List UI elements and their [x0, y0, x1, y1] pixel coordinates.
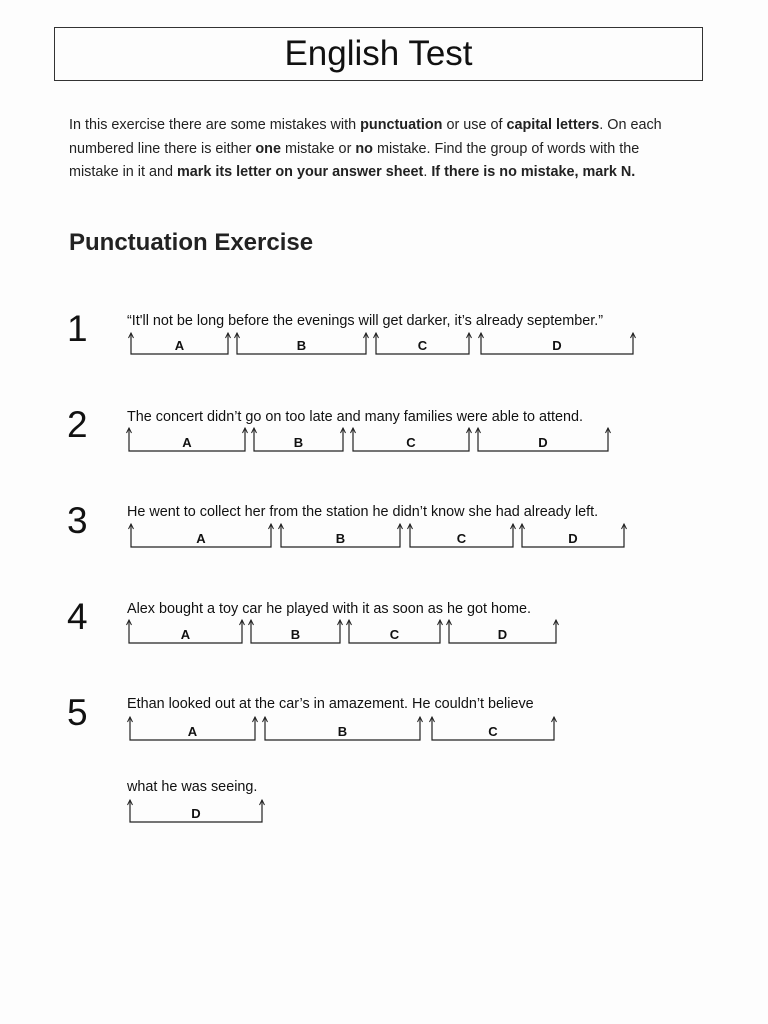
question-number: 1 [67, 308, 88, 349]
segment-label: D [568, 531, 578, 546]
question-sentence: Alex bought a toy car he played with it as soon as he got home. [127, 601, 531, 617]
keyword-one: one [255, 140, 281, 157]
question-number: 3 [67, 500, 88, 541]
segment-label: C [417, 338, 428, 353]
segment-label: D [191, 806, 201, 821]
test-title: English Test [54, 27, 703, 81]
segment-bracket [249, 620, 343, 643]
segment-bracket [374, 333, 472, 354]
segment-label: B [335, 531, 346, 546]
segment-label: B [337, 724, 348, 739]
question-sentence: Ethan looked out at the car’s in amazement. He couldn’t believe [127, 696, 534, 712]
segment-label: A [174, 338, 185, 353]
keyword-punctuation: punctuation [360, 117, 443, 133]
question-sentence: “It'll not be long before the evenings will get darker, it’s already september.” [127, 313, 604, 329]
segment-label: C [406, 435, 416, 450]
question-sentence: He went to collect her from the station he didn’t know she had already left. [127, 504, 599, 520]
keyword-mark-letter: mark its letter on your answer sheet [176, 164, 424, 180]
segment-label: A [180, 627, 191, 642]
segment-label: B [293, 435, 304, 450]
segment-bracket [128, 717, 258, 740]
segment-bracket [128, 800, 265, 822]
segment-label: D [497, 627, 508, 642]
segment-bracket [127, 428, 248, 451]
segment-bracket [235, 333, 369, 354]
keyword-no: no [355, 140, 373, 157]
segment-bracket [408, 524, 516, 547]
segment-bracket [129, 333, 231, 354]
segment-bracket [129, 524, 274, 547]
instructions: In this exercise there are some mistakes with punctuation or use of capital letters. On each numbered line there is either one mistake or no mistake. Find the group of words with the mistake in it and mark its letter on your answer sheet. If there is no mistake, mark N. [69, 117, 662, 180]
segment-label: B [296, 338, 307, 353]
question-number: 5 [67, 692, 88, 733]
segment-label: A [182, 435, 192, 450]
segment-bracket [479, 333, 636, 354]
segment-bracket [430, 717, 557, 740]
segment-bracket [127, 620, 245, 643]
segment-bracket [263, 717, 423, 740]
segment-label: A [187, 724, 198, 739]
segment-bracket [347, 620, 443, 643]
question-number: 4 [67, 596, 88, 637]
segment-label: C [488, 724, 498, 739]
segment-bracket [520, 524, 627, 547]
section-title: Punctuation Exercise [69, 229, 314, 256]
segment-label: D [538, 435, 548, 450]
segment-bracket [447, 620, 559, 643]
question-sentence: The concert didn’t go on too late and many families were able to attend. [127, 409, 583, 425]
segment-label: A [196, 531, 206, 546]
segment-label: D [552, 338, 562, 353]
segment-label: C [389, 627, 400, 642]
segment-bracket [476, 428, 611, 451]
question-sentence-continued: what he was seeing. [127, 779, 258, 795]
keyword-no-mistake: If there is no mistake, mark N. [431, 164, 636, 180]
keyword-capital-letters: capital letters [506, 117, 600, 133]
question-number: 2 [67, 404, 88, 445]
segment-bracket [351, 428, 472, 451]
segment-bracket [279, 524, 403, 547]
segment-label: B [290, 627, 301, 642]
segment-label: C [456, 531, 467, 546]
segment-bracket [252, 428, 346, 451]
